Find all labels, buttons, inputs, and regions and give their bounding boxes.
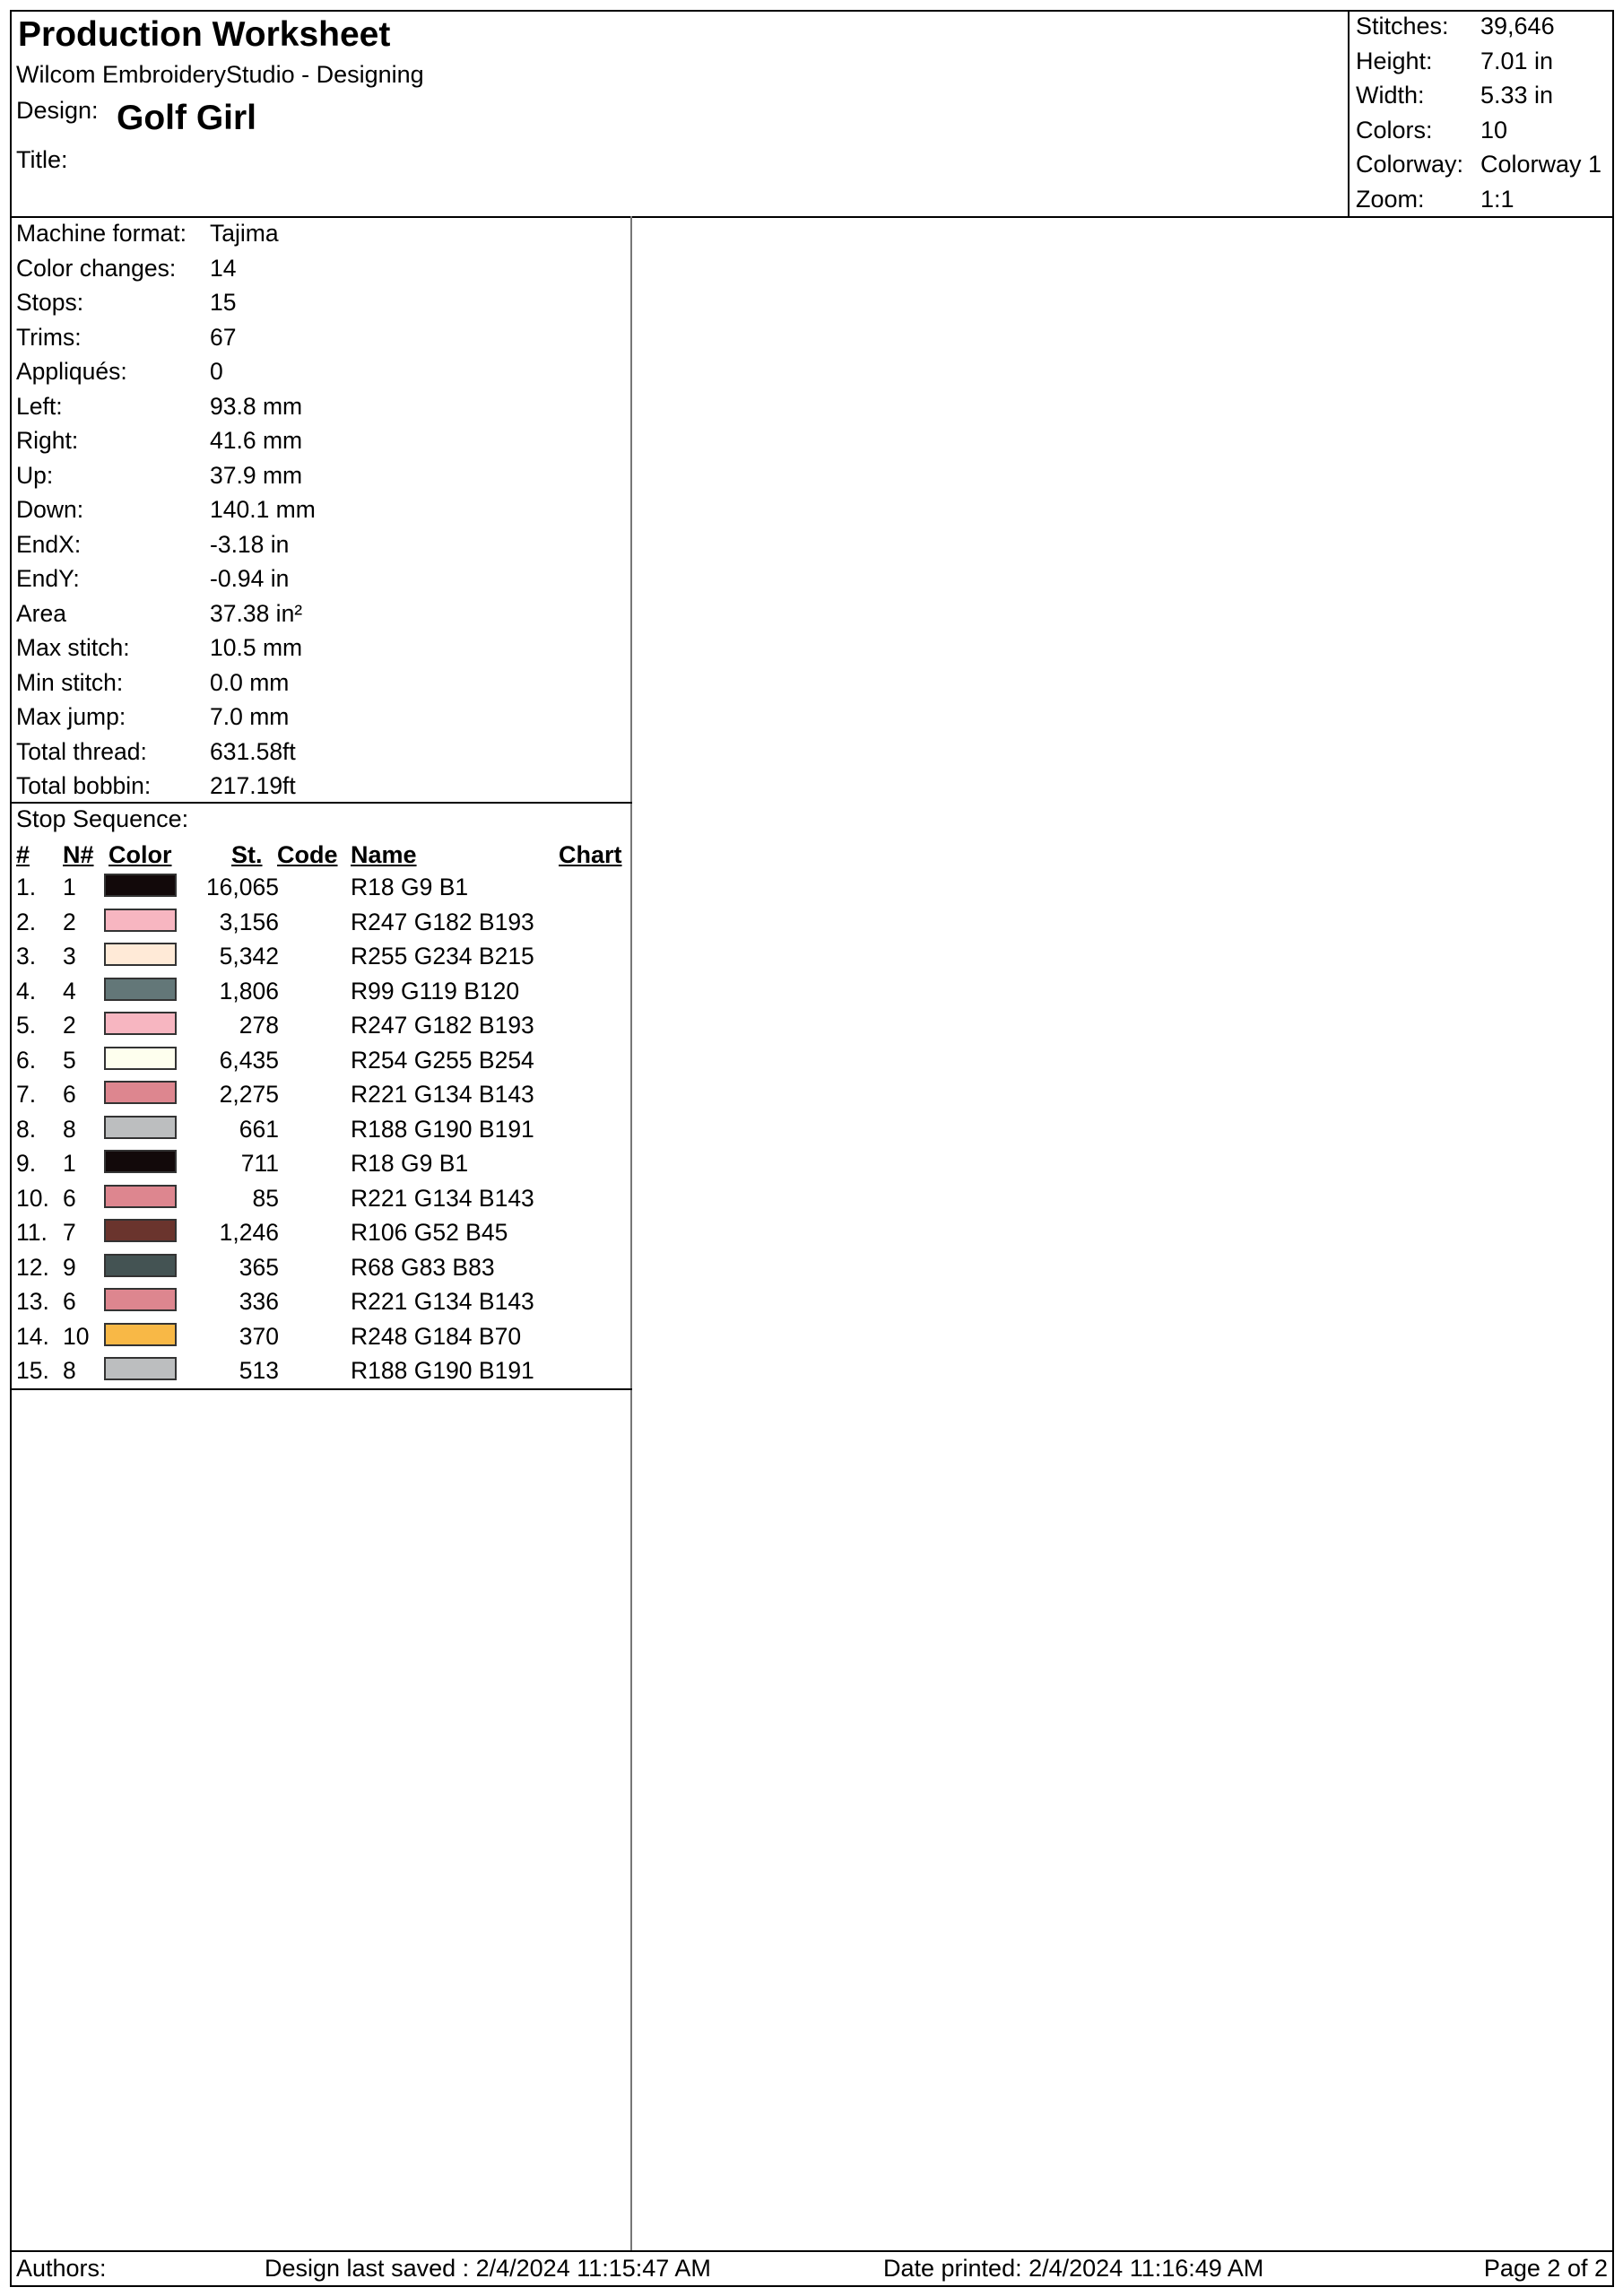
stat-label: Machine format:	[16, 220, 187, 247]
stat-value: 41.6 mm	[210, 427, 303, 454]
stat-label: Right:	[16, 427, 79, 454]
col-needle: N#	[63, 841, 94, 868]
stat-value: -3.18 in	[210, 530, 290, 558]
table-row	[15, 869, 625, 903]
stat-label: Trims:	[16, 323, 82, 351]
row-index: 14.	[16, 1322, 49, 1350]
stat-value: 37.38 in²	[210, 599, 303, 627]
row-color-name: R248 G184 B70	[351, 1322, 522, 1350]
row-color-name: R247 G182 B193	[351, 1012, 534, 1039]
stat-value: 15	[210, 289, 237, 316]
row-stitches: 711	[240, 1150, 279, 1177]
summary-label: Colors:	[1356, 116, 1433, 144]
footer-date-printed: Date printed: 2/4/2024 11:16:49 AM	[883, 2255, 1264, 2282]
col-chart: Chart	[559, 841, 622, 868]
stat-label: Up:	[16, 461, 54, 489]
color-swatch	[104, 909, 177, 932]
row-stitches: 661	[239, 1115, 279, 1143]
row-needle: 8	[63, 1357, 76, 1384]
col-stitches: St.	[231, 841, 263, 868]
stat-value: 140.1 mm	[210, 496, 316, 523]
title-label: Title:	[16, 146, 68, 173]
row-needle: 6	[63, 1288, 76, 1315]
stat-value: Tajima	[210, 220, 279, 247]
table-row	[15, 973, 625, 1007]
row-color-name: R255 G234 B215	[351, 943, 534, 970]
color-swatch	[104, 1357, 177, 1380]
stat-label: Max jump:	[16, 703, 126, 730]
col-name: Name	[351, 841, 417, 868]
stat-value: 67	[210, 323, 237, 351]
color-swatch	[104, 1254, 177, 1277]
row-needle: 2	[63, 1012, 76, 1039]
row-color-name: R18 G9 B1	[351, 874, 469, 900]
row-stitches: 365	[239, 1253, 279, 1281]
summary-value: Colorway 1	[1480, 151, 1602, 178]
page-title: Production Worksheet	[18, 15, 391, 54]
footer-page-number: Page 2 of 2	[1483, 2255, 1608, 2282]
stat-value: -0.94 in	[210, 565, 290, 592]
row-index: 11.	[16, 1219, 48, 1246]
col-code: Code	[277, 841, 338, 868]
footer-authors: Authors:	[16, 2255, 107, 2282]
row-index: 6.	[16, 1046, 37, 1074]
row-needle: 9	[63, 1253, 76, 1281]
row-color-name: R68 G83 B83	[351, 1253, 495, 1281]
row-needle: 4	[63, 977, 76, 1004]
summary-value: 10	[1480, 116, 1508, 144]
row-stitches: 6,435	[219, 1046, 279, 1074]
summary-value: 1:1	[1480, 185, 1515, 213]
table-row	[15, 1007, 625, 1041]
row-needle: 10	[63, 1322, 90, 1350]
summary-label: Stitches:	[1356, 13, 1449, 39]
stat-label: Stops:	[16, 289, 84, 316]
color-swatch	[104, 1012, 177, 1035]
summary-divider	[1348, 10, 1350, 217]
row-stitches: 85	[252, 1184, 279, 1212]
color-swatch	[104, 1047, 177, 1070]
row-index: 2.	[16, 908, 37, 935]
row-color-name: R99 G119 B120	[351, 977, 520, 1004]
row-index: 8.	[16, 1115, 37, 1143]
col-color: Color	[108, 841, 172, 868]
color-swatch	[104, 1116, 177, 1139]
row-index: 3.	[16, 943, 37, 970]
row-color-name: R188 G190 B191	[351, 1115, 534, 1143]
row-color-name: R221 G134 B143	[351, 1081, 534, 1108]
footer-separator	[10, 2250, 1614, 2252]
stat-label: Area	[16, 599, 66, 627]
stat-label: Appliqués:	[16, 358, 127, 385]
table-row	[15, 1318, 625, 1352]
stat-value: 0.0 mm	[210, 668, 290, 696]
stat-label: Min stitch:	[16, 668, 124, 696]
stat-value: 7.0 mm	[210, 703, 290, 730]
stat-label: Total thread:	[16, 737, 147, 765]
row-index: 15.	[16, 1357, 49, 1384]
table-row	[15, 1214, 625, 1248]
color-swatch	[104, 978, 177, 1001]
row-color-name: R254 G255 B254	[351, 1046, 534, 1074]
color-swatch	[104, 1185, 177, 1208]
color-swatch	[104, 943, 177, 966]
summary-value: 39,646	[1480, 13, 1555, 39]
color-swatch	[104, 1323, 177, 1346]
table-row	[15, 1180, 625, 1214]
row-stitches: 3,156	[219, 908, 279, 935]
summary-label: Zoom:	[1356, 185, 1425, 213]
row-index: 7.	[16, 1081, 37, 1108]
row-stitches: 1,806	[219, 977, 279, 1004]
table-separator	[10, 1388, 632, 1390]
row-stitches: 2,275	[219, 1081, 279, 1108]
row-needle: 7	[63, 1219, 76, 1246]
row-stitches: 5,342	[219, 943, 279, 970]
row-needle: 1	[63, 1150, 76, 1177]
stat-value: 37.9 mm	[210, 461, 303, 489]
row-color-name: R18 G9 B1	[351, 1150, 469, 1177]
row-stitches: 513	[239, 1357, 279, 1384]
row-needle: 3	[63, 943, 76, 970]
table-row	[15, 1283, 625, 1318]
row-index: 1.	[16, 874, 37, 900]
row-stitches: 16,065	[205, 874, 279, 900]
row-stitches: 1,246	[219, 1219, 279, 1246]
stat-value: 217.19ft	[210, 772, 296, 799]
stat-label: Color changes:	[16, 254, 177, 282]
color-swatch	[104, 1288, 177, 1311]
stat-label: EndX:	[16, 530, 82, 558]
design-label: Design:	[16, 97, 99, 124]
row-index: 5.	[16, 1012, 37, 1039]
row-stitches: 370	[239, 1322, 279, 1350]
color-swatch	[104, 1081, 177, 1104]
col-index: #	[16, 841, 30, 868]
column-divider	[630, 216, 632, 2252]
row-stitches: 336	[239, 1288, 279, 1315]
summary-label: Colorway:	[1356, 151, 1464, 178]
table-row	[15, 1352, 625, 1387]
summary-label: Width:	[1356, 82, 1425, 109]
row-needle: 6	[63, 1184, 76, 1212]
row-index: 12.	[16, 1253, 49, 1281]
table-row	[15, 1042, 625, 1076]
table-row	[15, 904, 625, 938]
design-name: Golf Girl	[117, 99, 256, 137]
software-name: Wilcom EmbroideryStudio - Designing	[16, 61, 424, 88]
stat-label: EndY:	[16, 565, 80, 592]
stat-label: Down:	[16, 496, 84, 523]
stat-value: 14	[210, 254, 237, 282]
stop-sequence-label: Stop Sequence:	[16, 805, 189, 832]
row-color-name: R247 G182 B193	[351, 908, 534, 935]
row-index: 4.	[16, 977, 37, 1004]
row-color-name: R221 G134 B143	[351, 1184, 534, 1212]
stat-value: 0	[210, 358, 223, 385]
row-color-name: R221 G134 B143	[351, 1288, 534, 1315]
row-index: 9.	[16, 1150, 37, 1177]
footer-last-saved: Design last saved : 2/4/2024 11:15:47 AM	[265, 2255, 711, 2282]
stat-value: 93.8 mm	[210, 392, 303, 420]
table-row	[15, 1145, 625, 1179]
row-needle: 6	[63, 1081, 76, 1108]
table-row	[15, 1076, 625, 1110]
stat-label: Total bobbin:	[16, 772, 152, 799]
summary-label: Height:	[1356, 47, 1433, 74]
summary-value: 7.01 in	[1480, 47, 1554, 74]
row-color-name: R106 G52 B45	[351, 1219, 508, 1246]
summary-value: 5.33 in	[1480, 82, 1554, 109]
row-index: 13.	[16, 1288, 49, 1315]
color-swatch	[104, 874, 177, 897]
header-separator	[10, 216, 1614, 218]
table-row	[15, 938, 625, 972]
row-needle: 5	[63, 1046, 76, 1074]
row-needle: 8	[63, 1115, 76, 1143]
color-swatch	[104, 1150, 177, 1173]
row-color-name: R188 G190 B191	[351, 1357, 534, 1384]
table-row	[15, 1249, 625, 1283]
stat-value: 10.5 mm	[210, 634, 303, 661]
color-swatch	[104, 1219, 177, 1242]
stat-value: 631.58ft	[210, 737, 296, 765]
table-row	[15, 1111, 625, 1145]
stat-label: Max stitch:	[16, 634, 130, 661]
row-stitches: 278	[239, 1012, 279, 1039]
row-needle: 1	[63, 874, 76, 900]
row-index: 10.	[16, 1184, 49, 1212]
row-needle: 2	[63, 908, 76, 935]
stat-label: Left:	[16, 392, 63, 420]
stats-separator	[10, 802, 632, 804]
